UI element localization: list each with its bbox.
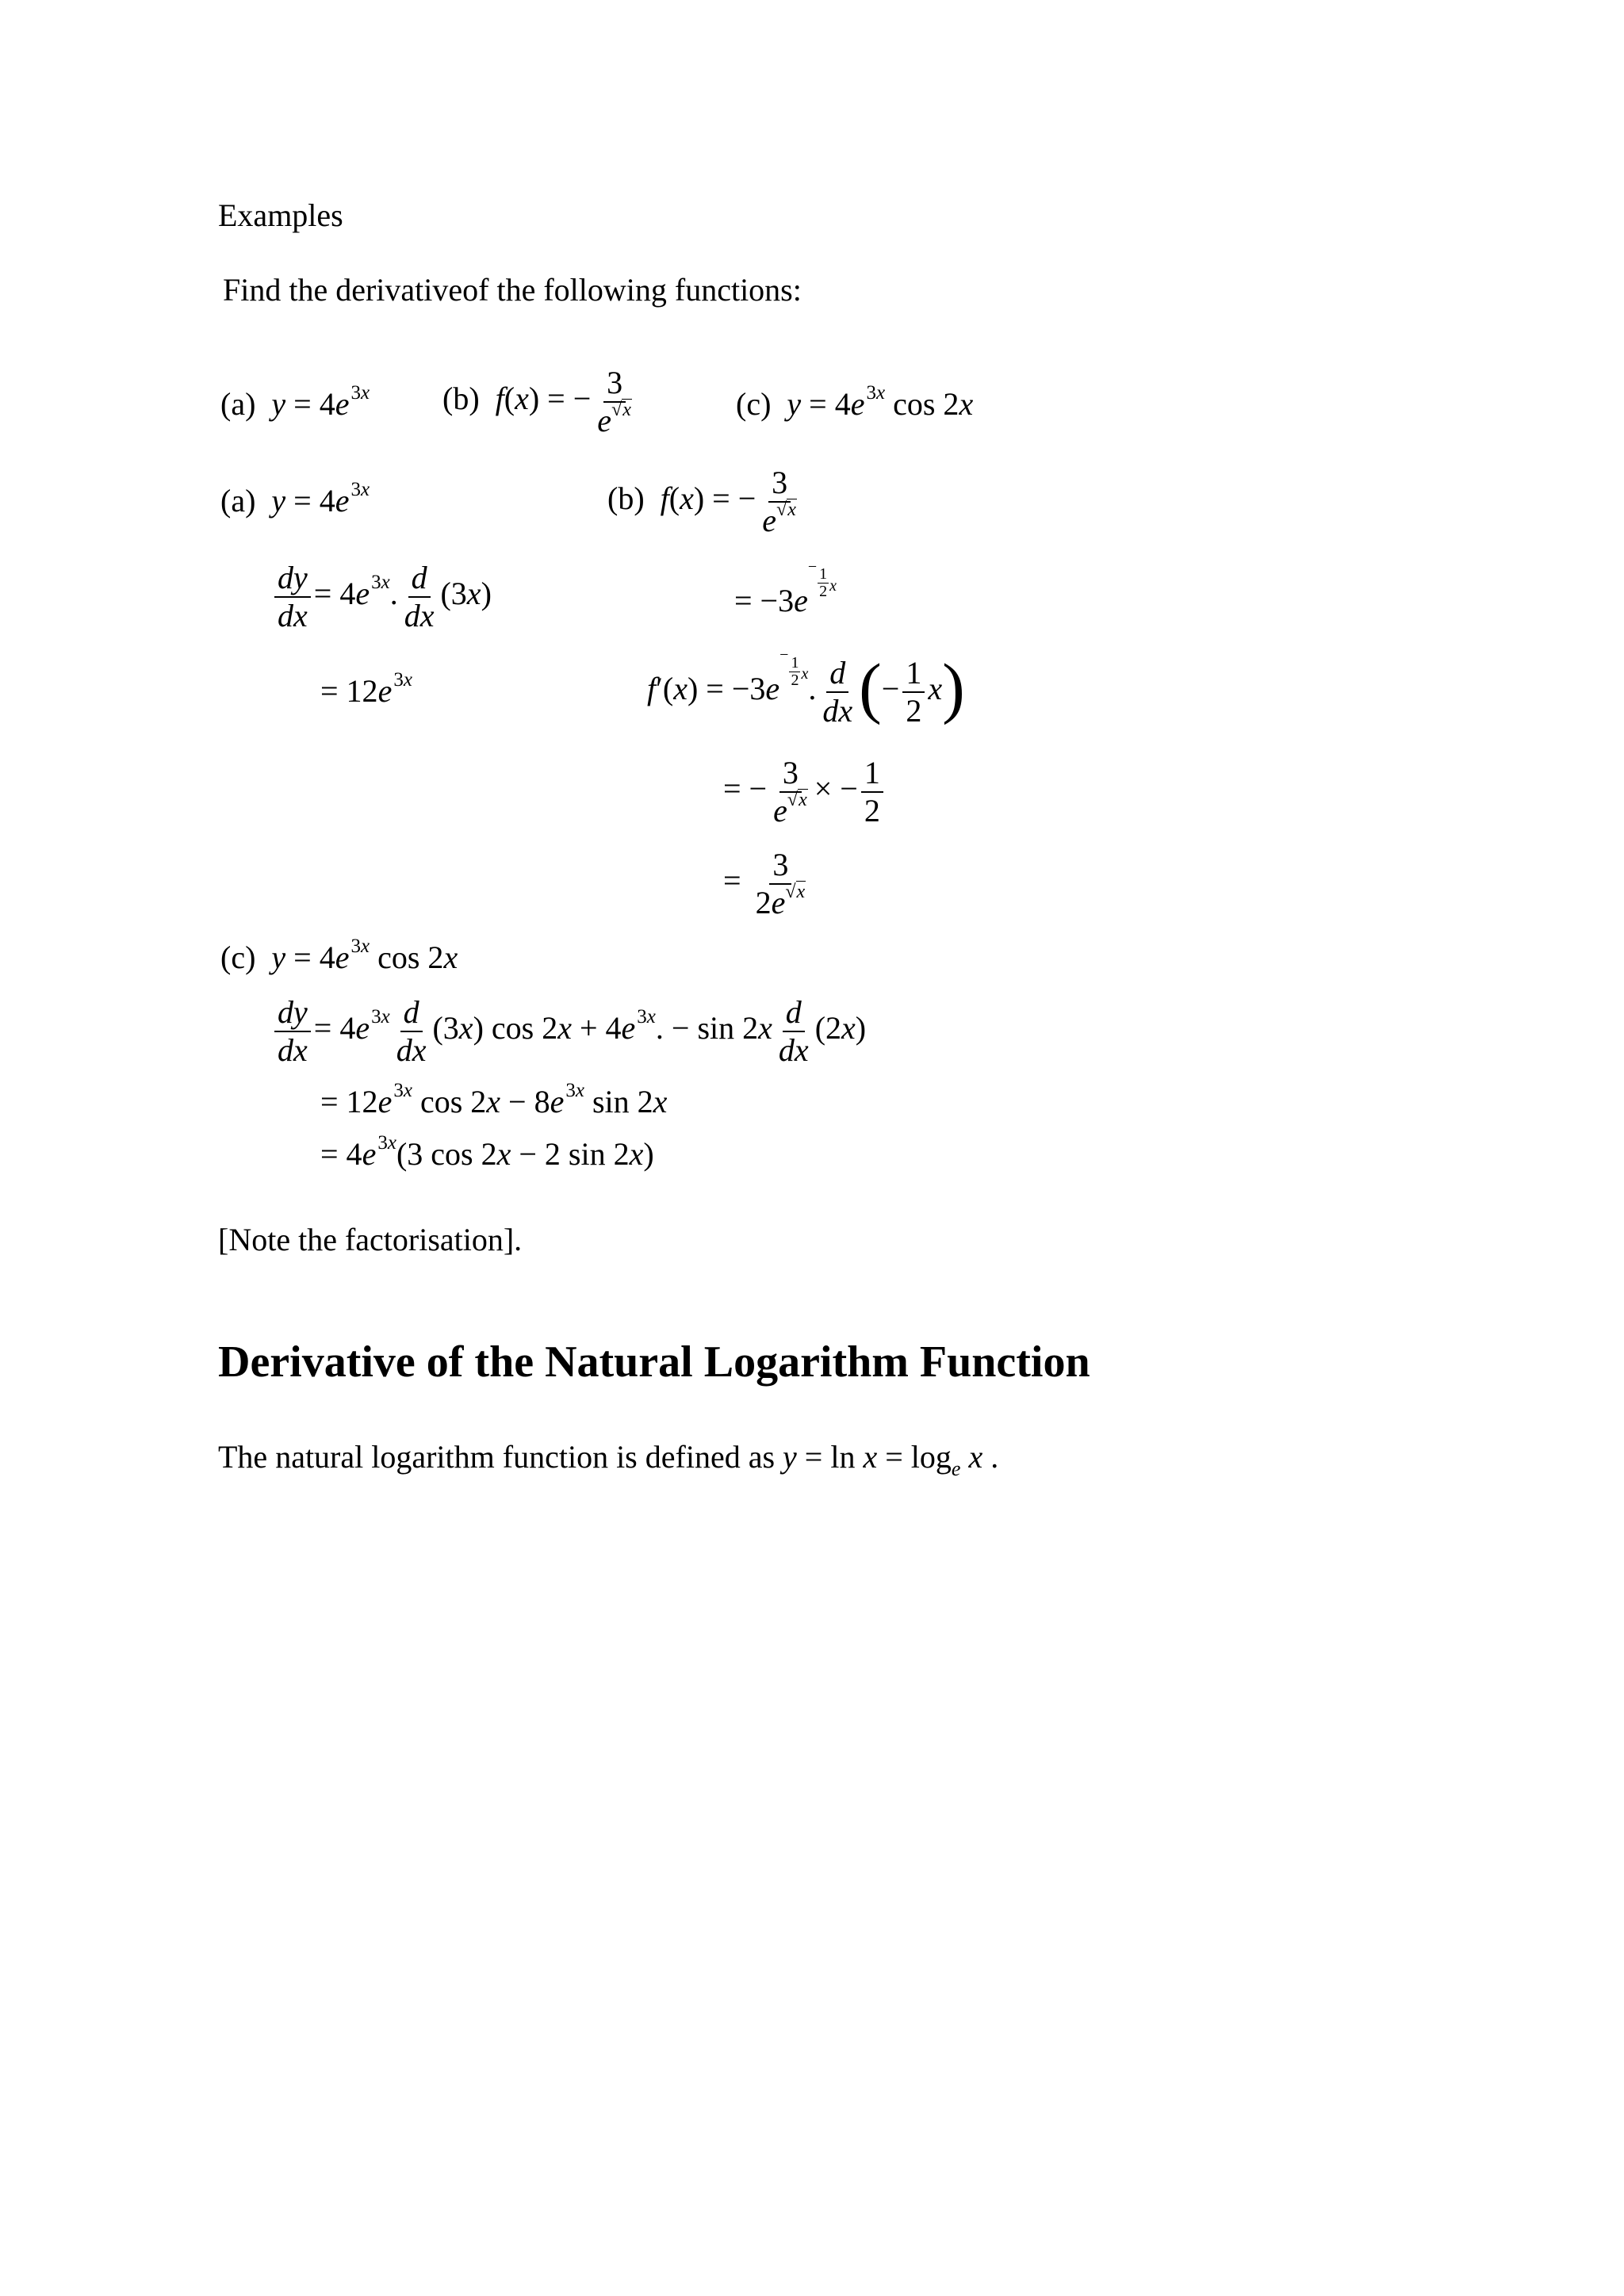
solution-a-line3: = $12e^{3x}$ xyxy=(320,669,412,709)
problem-b: (b) f(x) = − $\frac{3}{e^{√x}}$ xyxy=(442,365,631,438)
solution-c-line3: = $12e^{3x}$ $\cos 2x - 8e^{3x}$ sin 2x xyxy=(320,1080,668,1119)
solution-c-line4: = $4e^{3x}(3$ cos 2x − 2 sin 2x) xyxy=(320,1132,654,1172)
section-heading: Derivative of the Natural Logarithm Function xyxy=(218,1337,1090,1387)
solution-a-line1: (a) $y = 4e^{3x}$ xyxy=(220,479,370,519)
instruction-text: Find the derivativeof the following functions: xyxy=(223,272,802,308)
solution-b-line2: = −3e− $\frac{1}{2}$ x xyxy=(734,558,837,618)
examples-label: Examples xyxy=(218,197,343,233)
solution-b-line3: f′(x) = −3e− $\frac{1}{2}$ x. $\frac{d}{dx}$ (− $\frac{1}{2}$ x) xyxy=(647,646,965,729)
closing-sentence: The natural logarithm function is defined as $y = \ln x = \log_e x$ . xyxy=(218,1439,999,1480)
solution-b-line1: (b) f(x) = − $\frac{3}{e^{√x}}$ xyxy=(607,465,796,538)
note-text: [Note the factorisation]. xyxy=(218,1222,523,1257)
solution-b-line5: = $\frac{3}{2e^{√x}}$ xyxy=(723,847,806,920)
solution-a-line2: $\frac{dy}{dx}$ = $4e^{3x}$. $\frac{d}{dx}$ (3x) xyxy=(271,561,492,633)
solution-c-line2: $\frac{dy}{dx}$ = $4e^{3x}$ $\frac{d}{dx}$ (3x) $\cos 2x + 4e^{3x}$. − sin 2x $\frac{d}{dx}$ (2x) xyxy=(271,996,866,1067)
solution-c-line1: (c) $y = 4e^{3x}$ cos 2x xyxy=(220,936,458,975)
problem-a: (a) $y = 4e^{3x}$ xyxy=(220,382,370,422)
solution-b-line4: = − $\frac{3}{e^{√x}}$ × − $\frac{1}{2}$ xyxy=(723,756,887,828)
problem-c: (c) $y = 4e^{3x}$ cos 2x xyxy=(736,382,974,422)
